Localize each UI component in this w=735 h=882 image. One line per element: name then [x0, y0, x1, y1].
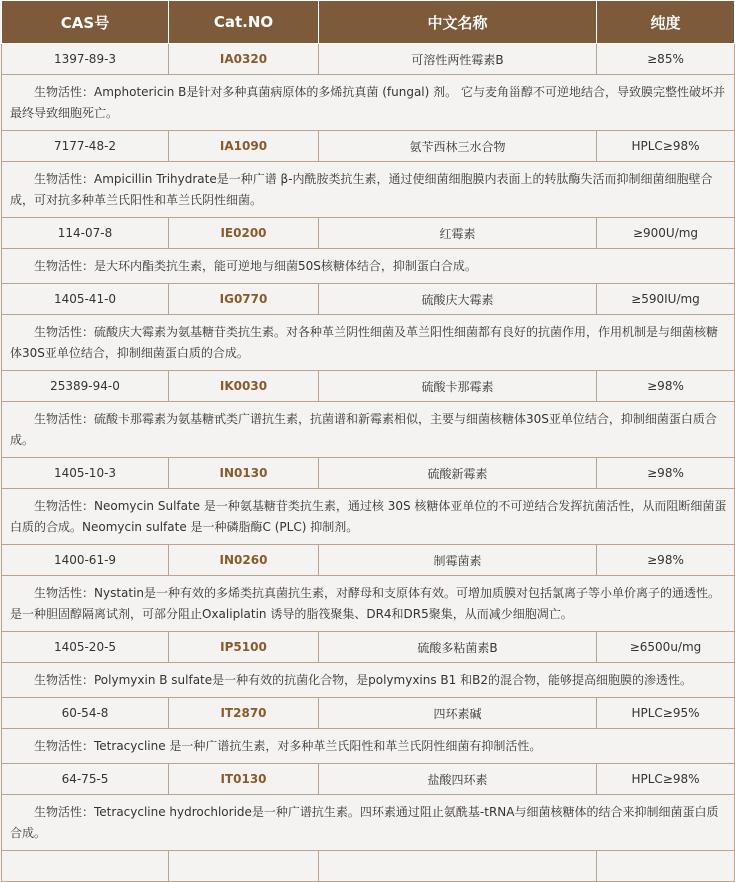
description-cell: 生物活性：Nystatin是一种有效的多烯类抗真菌抗生素，对酵母和支原体有效。可增加质膜对包括氯离子等小单价离子的通透性。是一种胆固醇隔离试剂，可部分阻止Oxaliplatin 诱导的脂筏聚集、DR4和DR5聚集，从而减少细胞凋亡。: [2, 576, 735, 632]
description-cell: 生物活性：Tetracycline hydrochloride是一种广谱抗生素。四环素通过阻止氨酰基-tRNA与细菌核糖体的结合来抑制细菌蛋白质合成。: [2, 795, 735, 851]
cas-cell: 1400-61-9: [2, 545, 169, 576]
description-row: [2, 162, 735, 218]
description-cell: 生物活性：Neomycin Sulfate 是一种氨基糖苷类抗生素，通过核 30S 核糖体亚单位的不可逆结合发挥抗菌活性，从而阻断细菌蛋白质的合成。Neomycin sulfate 是一种磷脂酶C (PLC) 抑制剂。: [2, 489, 735, 545]
name-cell: 硫酸庆大霉素: [319, 284, 597, 315]
name-cell: 氨苄西林三水合物: [319, 131, 597, 162]
table-row: [2, 284, 735, 315]
table-row: [2, 218, 735, 249]
table-row: [2, 458, 735, 489]
description-row: [2, 315, 735, 371]
product-table: [1, 0, 735, 882]
description-row: [2, 663, 735, 698]
table-header-row: [2, 1, 735, 44]
cas-cell: 1405-20-5: [2, 632, 169, 663]
description-row: [2, 402, 735, 458]
name-cell: 盐酸四环素: [319, 764, 597, 795]
table-row: [2, 545, 735, 576]
purity-cell: ≥98%: [597, 545, 735, 576]
name-cell: 红霉素: [319, 218, 597, 249]
cat-no-cell: IE0200: [169, 218, 319, 249]
description-cell: 生物活性：Tetracycline 是一种广谱抗生素，对多种革兰氏阳性和革兰氏阴性细菌有抑制活性。: [2, 729, 735, 764]
description-cell: 生物活性：Ampicillin Trihydrate是一种广谱 β-内酰胺类抗生素，通过使细菌细胞膜内表面上的转肽酶失活而抑制细菌细胞壁合成，可对抗多种革兰氏阳性和革兰氏阴性细菌。: [2, 162, 735, 218]
cas-cell: 1397-89-3: [2, 44, 169, 75]
description-row: [2, 75, 735, 131]
description-row: [2, 795, 735, 851]
cas-cell: 1405-41-0: [2, 284, 169, 315]
cas-cell: 64-75-5: [2, 764, 169, 795]
cas-cell: [2, 851, 169, 882]
purity-cell: ≥590IU/mg: [597, 284, 735, 315]
cat-no-cell: IK0030: [169, 371, 319, 402]
purity-cell: ≥900U/mg: [597, 218, 735, 249]
table-row: [2, 44, 735, 75]
name-cell: 硫酸多粘菌素B: [319, 632, 597, 663]
table-row: [2, 131, 735, 162]
header-chinese-name: 中文名称: [319, 1, 597, 44]
description-cell: 生物活性：Polymyxin B sulfate是一种有效的抗菌化合物，是polymyxins B1 和B2的混合物，能够提高细胞膜的渗透性。: [2, 663, 735, 698]
cas-cell: 114-07-8: [2, 218, 169, 249]
header-cas: CAS号: [2, 1, 169, 44]
purity-cell: ≥85%: [597, 44, 735, 75]
name-cell: 可溶性两性霉素B: [319, 44, 597, 75]
cat-no-cell: IA0320: [169, 44, 319, 75]
purity-cell: ≥98%: [597, 371, 735, 402]
header-cat-no: Cat.NO: [169, 1, 319, 44]
description-row: [2, 576, 735, 632]
description-cell: 生物活性：硫酸卡那霉素为氨基糖甙类广谱抗生素，抗菌谱和新霉素相似，主要与细菌核糖体30S亚单位结合，抑制细菌蛋白质合成。: [2, 402, 735, 458]
header-purity: 纯度: [597, 1, 735, 44]
name-cell: [319, 851, 597, 882]
table-row: [2, 698, 735, 729]
table-row: [2, 764, 735, 795]
table-row: [2, 632, 735, 663]
cat-no-cell: IT0130: [169, 764, 319, 795]
purity-cell: HPLC≥98%: [597, 131, 735, 162]
table-row: [2, 371, 735, 402]
name-cell: 四环素碱: [319, 698, 597, 729]
description-row: [2, 249, 735, 284]
cat-no-cell: IN0130: [169, 458, 319, 489]
cat-no-cell: IG0770: [169, 284, 319, 315]
cat-no-cell: IP5100: [169, 632, 319, 663]
cat-no-cell: [169, 851, 319, 882]
description-cell: 生物活性：Amphotericin B是针对多种真菌病原体的多烯抗真菌 (fungal) 剂。 它与麦角甾醇不可逆地结合，导致膜完整性破坏并最终导致细胞死亡。: [2, 75, 735, 131]
name-cell: 制霉菌素: [319, 545, 597, 576]
purity-cell: ≥98%: [597, 458, 735, 489]
description-cell: 生物活性：硫酸庆大霉素为氨基糖苷类抗生素。对各种革兰阴性细菌及革兰阳性细菌都有良好的抗菌作用，作用机制是与细菌核糖体30S亚单位结合，抑制细菌蛋白质的合成。: [2, 315, 735, 371]
cas-cell: 60-54-8: [2, 698, 169, 729]
cat-no-cell: IN0260: [169, 545, 319, 576]
purity-cell: HPLC≥95%: [597, 698, 735, 729]
description-row: [2, 489, 735, 545]
cas-cell: 1405-10-3: [2, 458, 169, 489]
cat-no-cell: IA1090: [169, 131, 319, 162]
description-cell: 生物活性：是大环内酯类抗生素，能可逆地与细菌50S核糖体结合，抑制蛋白合成。: [2, 249, 735, 284]
table-row: [2, 851, 735, 882]
purity-cell: ≥6500u/mg: [597, 632, 735, 663]
name-cell: 硫酸新霉素: [319, 458, 597, 489]
purity-cell: [597, 851, 735, 882]
purity-cell: HPLC≥98%: [597, 764, 735, 795]
cat-no-cell: IT2870: [169, 698, 319, 729]
cas-cell: 25389-94-0: [2, 371, 169, 402]
name-cell: 硫酸卡那霉素: [319, 371, 597, 402]
description-row: [2, 729, 735, 764]
cas-cell: 7177-48-2: [2, 131, 169, 162]
